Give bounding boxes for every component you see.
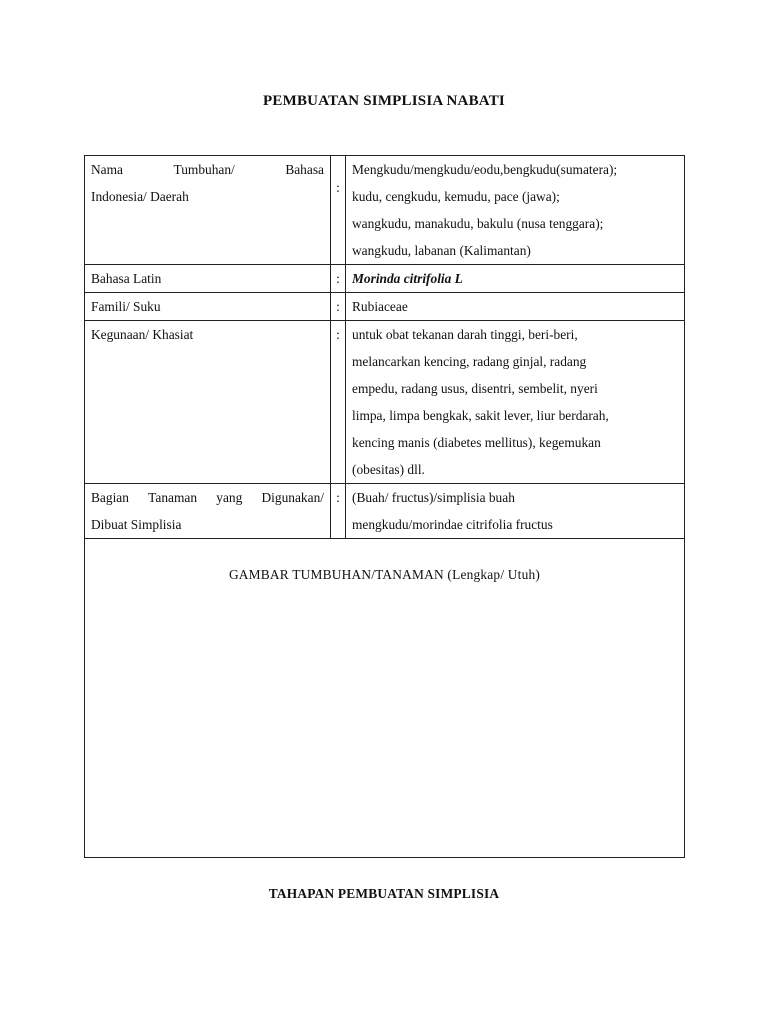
label-line-2: Indonesia/ Daerah [91,189,189,204]
value-line: untuk obat tekanan darah tinggi, beri-beri, [352,327,578,342]
label-uses: Kegunaan/ Khasiat [85,321,331,484]
value-family: Rubiaceae [346,293,685,321]
value-line: kencing manis (diabetes mellitus), kegemukan [352,435,601,450]
image-caption: GAMBAR TUMBUHAN/TANAMAN (Lengkap/ Utuh) [228,567,541,582]
table-row-plant-part [85,484,685,539]
value-plant-name [346,156,685,265]
value-line: Mengkudu/mengkudu/eodu,bengkudu(sumatera); [352,162,618,177]
table-row-latin-name [85,265,685,293]
value-latin-name: Morinda citrifolia L [346,265,685,293]
value-line: wangkudu, manakudu, bakulu (nusa tenggara); [352,216,604,231]
label-word: Tumbuhan/ [173,162,235,177]
label-latin-name: Bahasa Latin [85,265,331,293]
value-line: melancarkan kencing, radang ginjal, radang [352,354,587,369]
label-word: Nama [91,162,123,177]
table-row-family [85,293,685,321]
value-line: (Buah/ fructus)/simplisia buah [352,490,515,505]
table-row-uses [85,321,685,484]
label-plant-part [85,484,331,539]
separator-colon: : [331,156,346,265]
section-heading: TAHAPAN PEMBUATAN SIMPLISIA [268,886,500,901]
value-line: kudu, cengkudu, kemudu, pace (jawa); [352,189,560,204]
separator-colon: : [331,265,346,293]
label-word: yang [216,490,243,505]
separator-colon: : [331,321,346,484]
separator-colon: : [331,293,346,321]
value-uses [346,321,685,484]
value-plant-part [346,484,685,539]
label-word: Bagian [91,490,129,505]
label-word: Bahasa [285,162,324,177]
value-line: (obesitas) dll. [352,462,425,477]
document-title: PEMBUATAN SIMPLISIA NABATI [263,93,505,109]
table-row-plant-image [85,539,685,858]
separator-colon: : [331,484,346,539]
value-line: empedu, radang usus, disentri, sembelit, nyeri [352,381,598,396]
label-family: Famili/ Suku [85,293,331,321]
value-line: mengkudu/morindae citrifolia fructus [352,517,553,532]
value-line: limpa, limpa bengkak, sakit lever, liur berdarah, [352,408,609,423]
plant-image-area [85,539,685,858]
label-line-2: Dibuat Simplisia [91,517,182,532]
table-row-plant-name [85,156,685,265]
label-word: Digunakan/ [261,490,324,505]
label-plant-name [85,156,331,265]
plant-info-table [84,155,685,858]
label-word: Tanaman [148,490,198,505]
value-line: wangkudu, labanan (Kalimantan) [352,243,531,258]
